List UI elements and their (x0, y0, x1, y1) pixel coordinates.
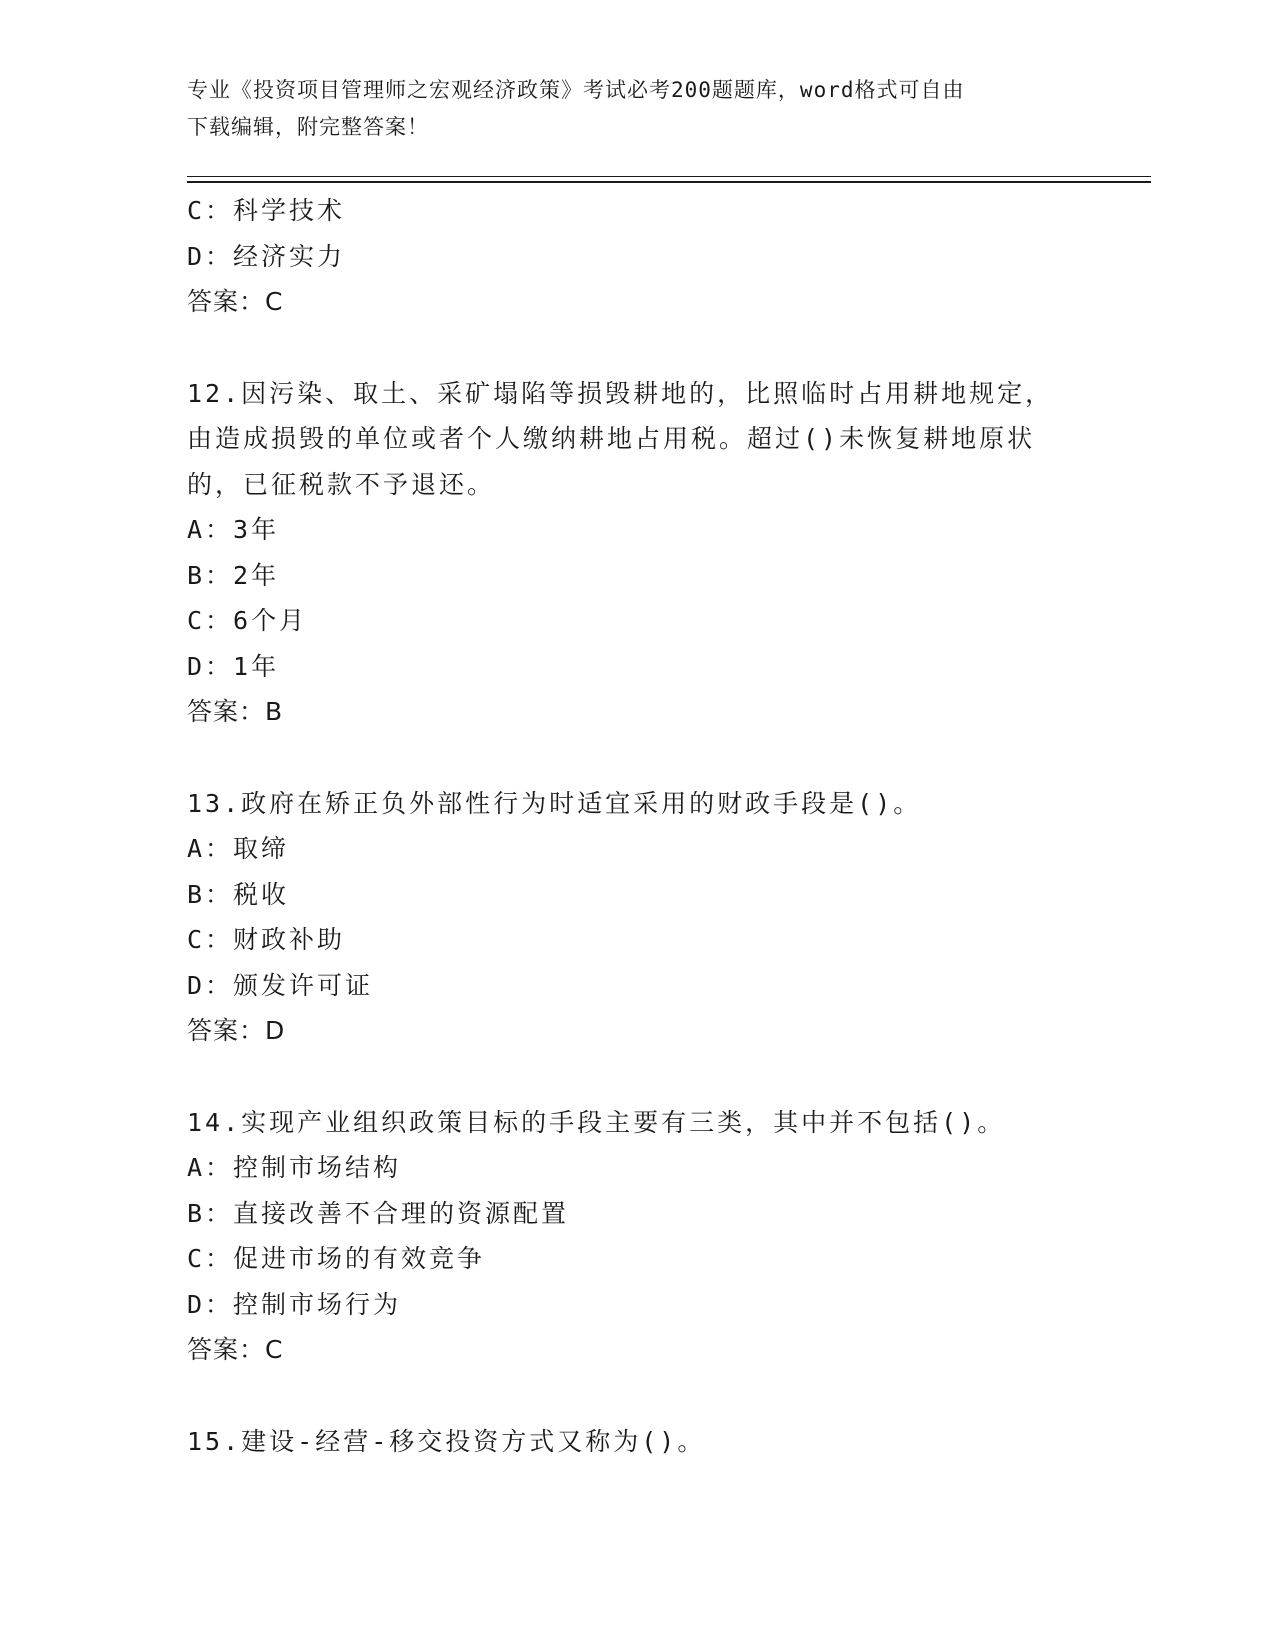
option-d: D：控制市场行为 (187, 1289, 402, 1319)
question-11-tail (187, 188, 1087, 325)
spacer (187, 1054, 1087, 1100)
question-text-line: 由造成损毁的单位或者个人缴纳耕地占用税。超过()未恢复耕地原状 (187, 424, 1036, 453)
option-c: C：财政补助 (187, 925, 346, 954)
question-text-line: 15.建设-经营-移交投资方式又称为()。 (187, 1426, 706, 1456)
question-15 (187, 1419, 1087, 1465)
question-list (187, 188, 1087, 1464)
option-d: D：经济实力 (187, 241, 346, 271)
option-d: D：颁发许可证 (187, 970, 374, 1000)
header-divider-thin (187, 176, 1151, 177)
spacer (187, 325, 1087, 371)
answer-line: 答案：B (187, 697, 284, 726)
option-b: B：2年 (187, 560, 280, 590)
document-header (187, 72, 1087, 146)
answer-line: 答案：C (187, 1335, 284, 1364)
question-12 (187, 371, 1087, 735)
answer-line: 答案：D (187, 1016, 286, 1045)
option-a: A：3年 (187, 515, 280, 544)
question-text-line: 的，已征税款不予退还。 (187, 469, 496, 499)
option-b: B：税收 (187, 879, 290, 909)
option-c: C：科学技术 (187, 196, 346, 225)
question-text-line: 12.因污染、取土、采矿塌陷等损毁耕地的，比照临时占用耕地规定， (187, 378, 1054, 408)
header-line-2: 下载编辑，附完整答案！ (187, 115, 429, 139)
option-b: B：直接改善不合理的资源配置 (187, 1198, 570, 1228)
question-text-line: 14.实现产业组织政策目标的手段主要有三类，其中并不包括()。 (187, 1107, 1006, 1137)
option-a: A：控制市场结构 (187, 1153, 402, 1182)
option-a: A：取缔 (187, 834, 290, 863)
header-line-1: 专业《投资项目管理师之宏观经济政策》考试必考200题题库，word格式可自由 (187, 78, 965, 102)
spacer (187, 1373, 1087, 1419)
header-divider-thick (187, 181, 1151, 183)
option-c: C：6个月 (187, 606, 308, 635)
answer-line: 答案：C (187, 287, 284, 316)
question-13 (187, 781, 1087, 1054)
question-14 (187, 1100, 1087, 1373)
option-d: D：1年 (187, 651, 280, 681)
spacer (187, 735, 1087, 781)
option-c: C：促进市场的有效竞争 (187, 1244, 486, 1273)
question-text-line: 13.政府在矫正负外部性行为时适宜采用的财政手段是()。 (187, 788, 922, 818)
